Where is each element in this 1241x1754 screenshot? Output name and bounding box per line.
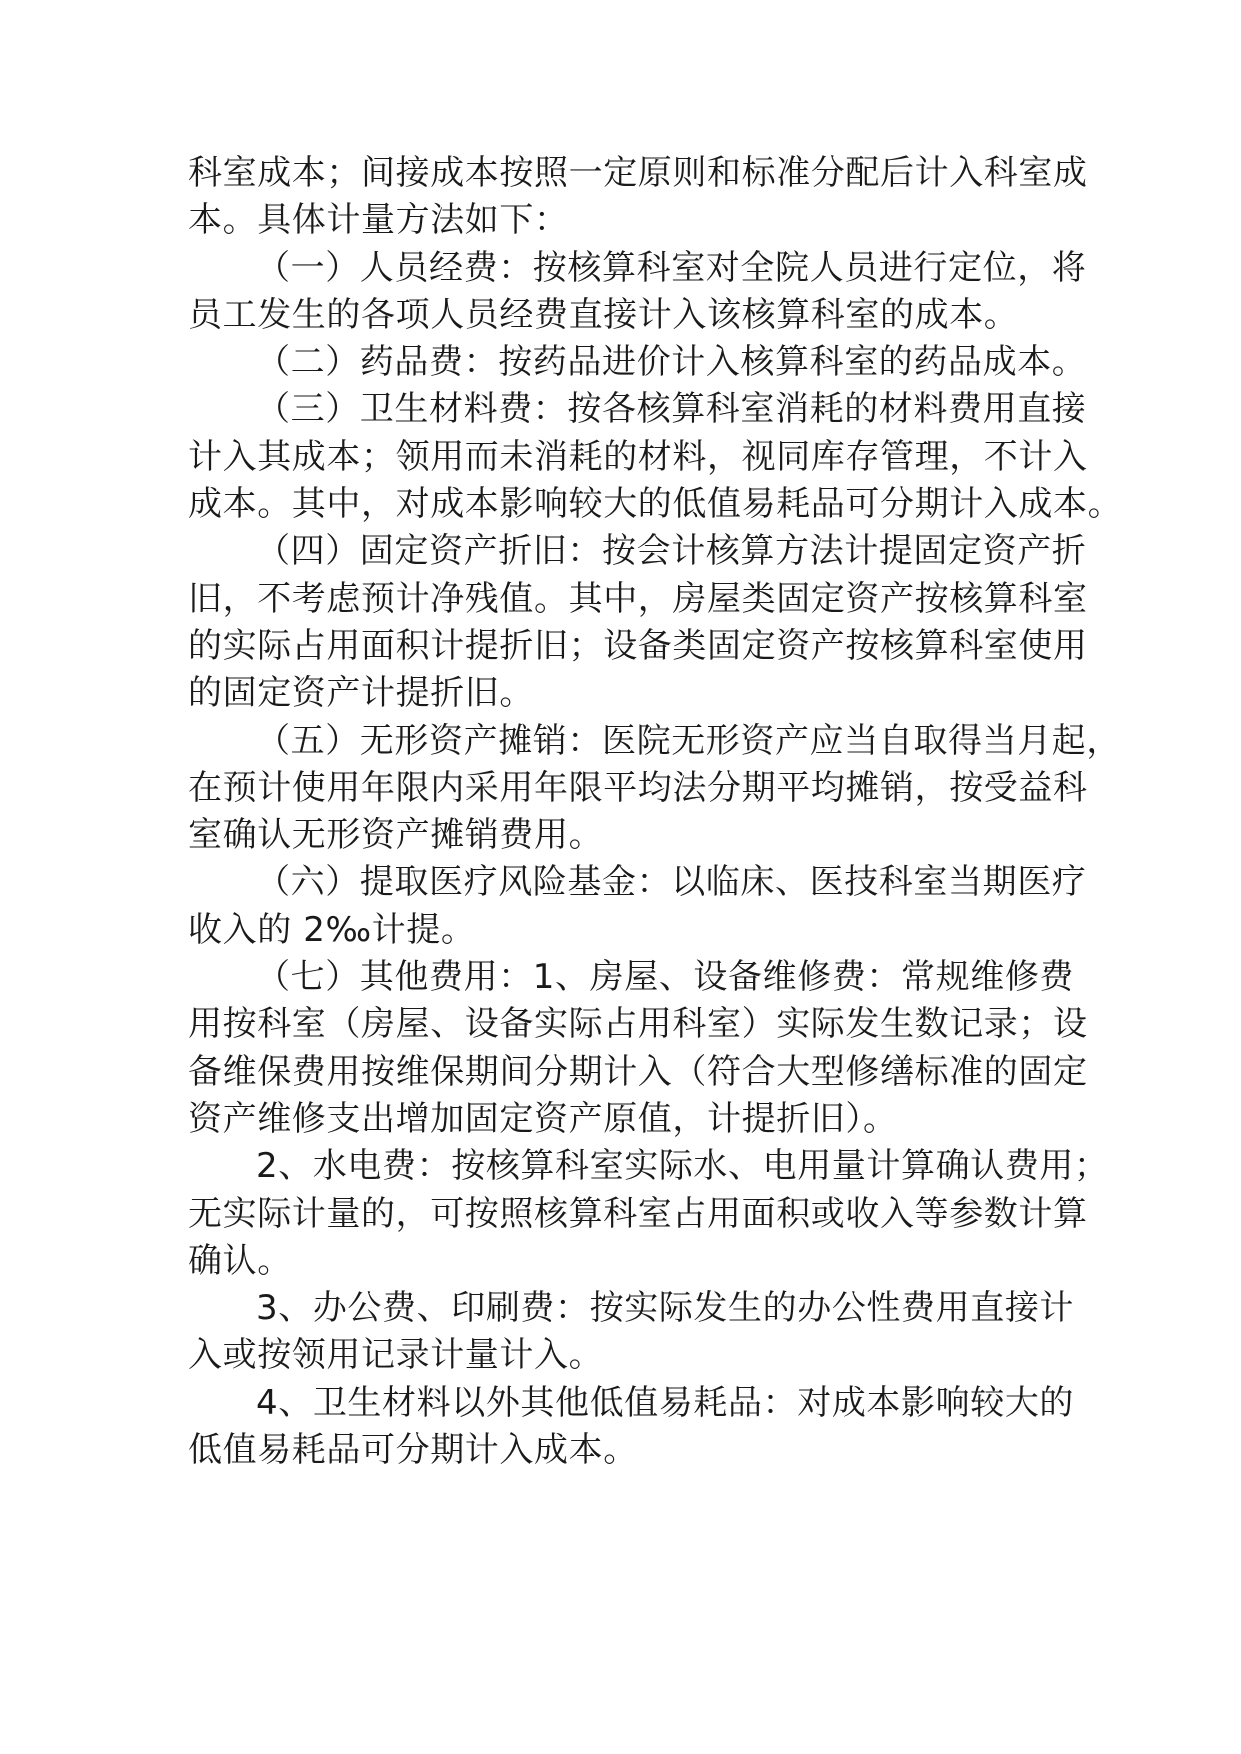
paragraph-start-line: （六）提取医疗风险基金：以临床、医技科室当期医疗 — [256, 862, 1087, 903]
paragraph-start-line: （四）固定资产折旧：按会计核算方法计提固定资产折 — [256, 531, 1087, 572]
text-line: 的固定资产计提折旧。 — [188, 673, 534, 714]
text-line: 低值易耗品可分期计入成本。 — [188, 1430, 638, 1471]
text-line: 备维保费用按维保期间分期计入（符合大型修缮标准的固定 — [188, 1051, 1088, 1092]
text-line: 收入的 2‰计提。 — [188, 909, 476, 950]
paragraph-start-line: 3、办公费、印刷费：按实际发生的办公性费用直接计 — [256, 1288, 1075, 1329]
paragraph-start-line: 4、卫生材料以外其他低值易耗品：对成本影响较大的 — [256, 1382, 1075, 1423]
paragraph-start-line: （三）卫生材料费：按各核算科室消耗的材料费用直接 — [256, 389, 1087, 430]
text-line: 室确认无形资产摊销费用。 — [188, 815, 604, 856]
text-line: 用按科室（房屋、设备实际占用科室）实际发生数记录；设 — [188, 1004, 1088, 1045]
text-line: 计入其成本；领用而未消耗的材料，视同库存管理，不计入 — [188, 436, 1088, 477]
document-page — [188, 150, 1123, 1474]
text-line: 成本。其中，对成本影响较大的低值易耗品可分期计入成本。 — [188, 484, 1123, 525]
text-line: 资产维修支出增加固定资产原值，计提折旧）。 — [188, 1098, 898, 1139]
text-line: 科室成本；间接成本按照一定原则和标准分配后计入科室成 — [188, 153, 1088, 193]
text-line: 无实际计量的，可按照核算科室占用面积或收入等参数计算 — [188, 1193, 1088, 1234]
paragraph-start-line: （五）无形资产摊销：医院无形资产应当自取得当月起， — [256, 720, 1121, 761]
paragraph-start-line: 2、水电费：按核算科室实际水、电用量计算确认费用； — [256, 1146, 1109, 1187]
paragraph-start-line: （二）药品费：按药品进价计入核算科室的药品成本。 — [256, 342, 1087, 383]
text-line: 旧，不考虑预计净残值。其中，房屋类固定资产按核算科室 — [188, 578, 1088, 619]
paragraph-start-line: （一）人员经费：按核算科室对全院人员进行定位，将 — [256, 247, 1087, 288]
text-line: 在预计使用年限内采用年限平均法分期平均摊销，按受益科 — [188, 767, 1088, 808]
text-line: 入或按领用记录计量计入。 — [188, 1335, 604, 1376]
text-line: 的实际占用面积计提折旧；设备类固定资产按核算科室使用 — [188, 625, 1088, 666]
text-line: 本。具体计量方法如下： — [188, 200, 569, 241]
text-line: 员工发生的各项人员经费直接计入该核算科室的成本。 — [188, 294, 1019, 335]
body-text — [188, 150, 1123, 1474]
paragraph-start-line: （七）其他费用：1、房屋、设备维修费：常规维修费 — [256, 957, 1075, 998]
text-line: 确认。 — [188, 1240, 292, 1281]
